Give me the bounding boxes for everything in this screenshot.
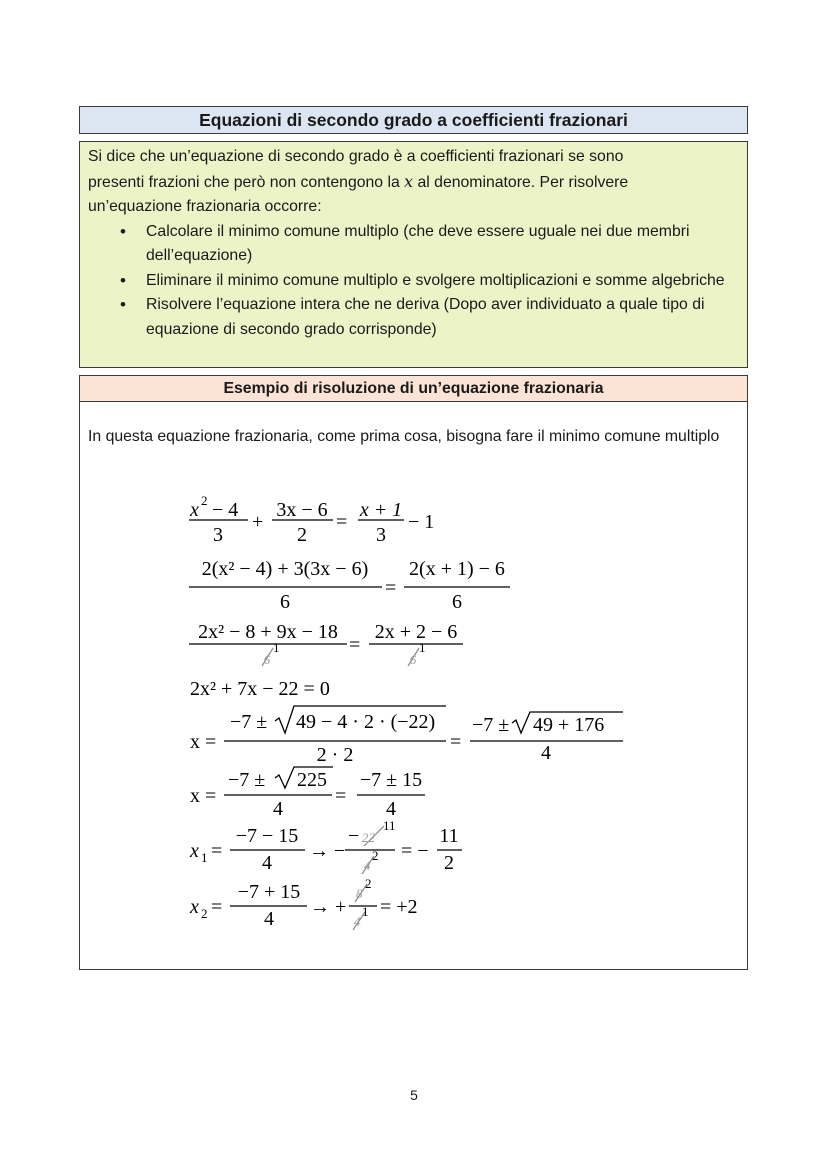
step3-den2: 6: [409, 652, 417, 667]
step6-num1-radicand: 225: [297, 769, 327, 791]
step3-den1-sup: 1: [273, 640, 280, 655]
step7-equals: = −: [401, 840, 429, 862]
step8-lhs-equals: =: [211, 896, 223, 918]
step8-num2-sup: 2: [365, 876, 372, 891]
definition-line-3: un’equazione frazionaria occorre:: [88, 198, 322, 215]
page-title: Equazioni di secondo grado a coefficienti frazionari: [199, 109, 628, 130]
step1-num1-var: x: [190, 499, 199, 521]
step1-num3: x + 1: [359, 499, 403, 521]
step2-den1: 6: [280, 591, 290, 613]
definition-line-1: Si dice che un’equazione di secondo grado è a coefficienti frazionari se sono: [88, 148, 624, 165]
step6-num1-pre: −7 ±: [228, 769, 266, 791]
step8-den2-sup: 1: [362, 904, 369, 919]
step2-den2: 6: [452, 591, 462, 613]
step3-den1: 6: [263, 652, 271, 667]
procedure-item: • Calcolare il minimo comune multiplo (che deve essere uguale nei due membri dell’equazione): [88, 220, 739, 269]
step1-den1: 3: [213, 524, 223, 546]
step6-den2: 4: [386, 798, 396, 820]
step5-num2-radicand: 49 + 176: [533, 714, 605, 736]
step1-equals: =: [336, 511, 348, 533]
definition-line-2-post: al denominatore. Per risolvere: [417, 173, 629, 191]
step8-den2: 4: [354, 914, 361, 929]
step2-num2: 2(x + 1) − 6: [409, 558, 505, 580]
step7-lhs-var: x: [190, 840, 199, 862]
step8-lhs-sub: 2: [201, 906, 208, 921]
page-number: 5: [410, 1087, 418, 1103]
step2-num1: 2(x² − 4) + 3(3x − 6): [201, 558, 369, 580]
step8-den1: 4: [264, 908, 274, 930]
step7-num2-sup: 11: [383, 818, 396, 833]
step5-den1: 2 · 2: [316, 744, 354, 766]
step8-num2: 8: [356, 886, 363, 901]
step1-plus: +: [252, 511, 264, 533]
step1-den3: 3: [376, 524, 386, 546]
step8-lhs-var: x: [190, 896, 199, 918]
step7-lhs-sub: 1: [201, 850, 208, 865]
step6-den1: 4: [273, 798, 283, 820]
step3-num2: 2x + 2 − 6: [374, 621, 458, 643]
step7-num3: 11: [439, 825, 459, 847]
step3-num1: 2x² − 8 + 9x − 18: [198, 621, 338, 643]
step8-result: = +2: [380, 896, 418, 918]
step6-num2: −7 ± 15: [359, 769, 423, 791]
step3-den2-sup: 1: [419, 640, 426, 655]
step7-den3: 2: [444, 852, 454, 874]
definition-line-2-pre: presenti frazioni che però non contengono la: [88, 173, 400, 191]
step1-num1-exp: 2: [201, 493, 208, 508]
step8-num1: −7 + 15: [237, 881, 301, 903]
step1-num1-rest: − 4: [212, 499, 239, 521]
step5-num2-pre: −7 ±: [472, 714, 510, 736]
step7-num2: 22: [362, 830, 375, 845]
step7-lhs-equals: =: [211, 840, 223, 862]
step2-equals: =: [385, 577, 397, 599]
example-intro: In questa equazione frazionaria, come prima cosa, bisogna fare il minimo comune multiplo: [88, 428, 720, 445]
step7-arrow: → −: [309, 840, 346, 862]
step7-num1: −7 − 15: [235, 825, 299, 847]
procedure-item: • Risolvere l’equazione intera che ne deriva (Dopo aver individuato a quale tipo di equazione di secondo grado corrisponde): [88, 293, 739, 342]
step7-den1: 4: [262, 852, 272, 874]
step6-lhs: x =: [190, 785, 217, 807]
procedure-item: • Eliminare il minimo comune multiplo e svolgere moltiplicazioni e somme algebriche: [88, 269, 739, 294]
step6-equals: =: [335, 785, 347, 807]
step5-num1-radicand: 49 − 4 · 2 · (−22): [296, 711, 436, 733]
step5-equals: =: [450, 731, 462, 753]
step4-equation: 2x² + 7x − 22 = 0: [190, 678, 330, 700]
step1-num2: 3x − 6: [276, 499, 328, 521]
step7-den2-sup: 2: [372, 848, 379, 863]
step3-equals: =: [349, 634, 361, 656]
step7-den2: 4: [364, 858, 371, 873]
step1-den2: 2: [297, 524, 307, 546]
step5-den2: 4: [541, 742, 551, 764]
step5-lhs: x =: [190, 731, 217, 753]
step8-arrow: → +: [310, 896, 347, 918]
step7-num2-minus: −: [348, 825, 360, 847]
step1-tail: − 1: [408, 511, 435, 533]
step5-num1-pre: −7 ±: [230, 711, 268, 733]
example-title: Esempio di risoluzione di un’equazione frazionaria: [223, 379, 604, 397]
definition-var-x: x: [404, 171, 414, 191]
